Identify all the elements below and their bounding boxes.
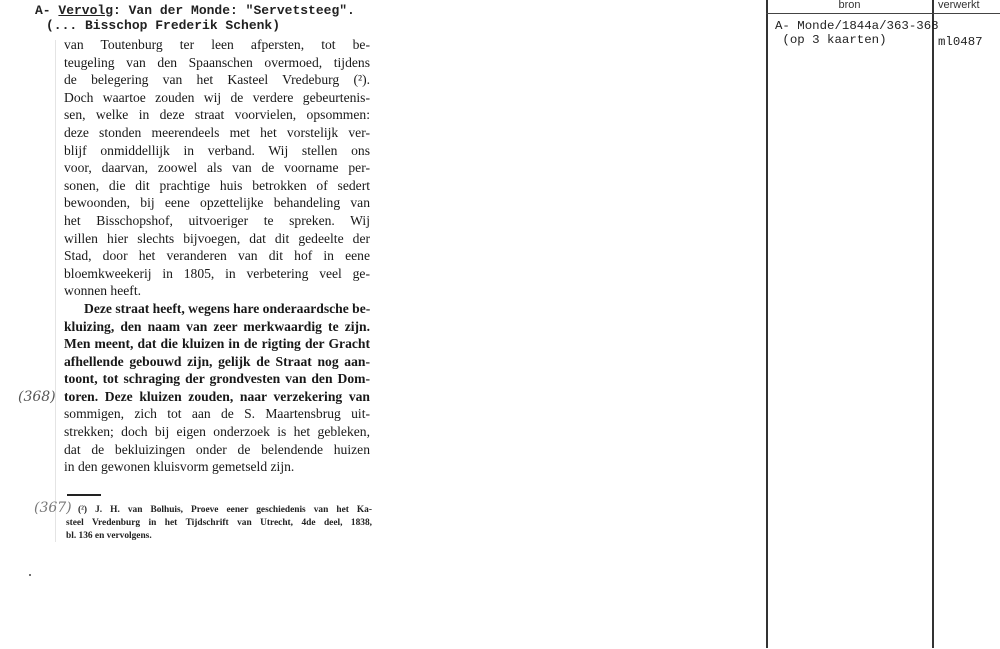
footnote-line: steel Vredenburg in het Tijdschrift van Utrecht, 4de deel, 1838, xyxy=(66,518,372,528)
body-line: willen hier slechts bijvoegen, dat dit gedeelte der xyxy=(64,230,370,246)
footnote xyxy=(66,504,372,543)
card-column-verwerkt: verwerkt xyxy=(938,0,980,11)
body-line: afhellende gebouwd zijn, gelijk de Straat nog aan- xyxy=(64,353,370,369)
typed-header xyxy=(35,3,355,33)
body-line: bewoonden, bij eene opzettelijke behandeling van xyxy=(64,195,370,211)
header-title-row xyxy=(35,3,355,18)
body-line: in den gewonen kluisvorm gemetseld zijn. xyxy=(64,459,295,475)
card-verwerkt-value: ml0487 xyxy=(938,35,983,49)
header-prefix: A- xyxy=(35,3,59,18)
body-line: sonen, die dit prachtige huis betrokken of sedert xyxy=(64,177,370,193)
body-line: toren. Deze kluizen zouden, naar verzekering van xyxy=(64,388,370,404)
body-line: Deze straat heeft, wegens hare onderaardsche be- xyxy=(84,300,371,316)
body-line: deze stonden meerendeels met het vorstelijk ver- xyxy=(64,124,370,140)
margin-note-page-367: (367) xyxy=(34,500,72,516)
card-bron-value: A- Monde/1844a/363-368 (op 3 kaarten) xyxy=(775,19,939,47)
body-line: van Toutenburg ter leen afpersten, tot be- xyxy=(64,37,370,52)
body-line: Doch waartoe zouden wij de verdere gebeurtenis- xyxy=(64,89,370,105)
body-line: de belegering van het Kasteel Vredeburg (²). xyxy=(64,72,370,88)
header-title: : Van der Monde: "Servetsteeg". xyxy=(113,3,355,18)
body-line: het Bisschopshof, uitvoeriger te spreken. Wij xyxy=(64,212,370,228)
body-line: Men meent, dat die kluizen in de rigting der Gracht xyxy=(64,336,370,352)
body-line: wonnen heeft. xyxy=(64,283,142,299)
card-header-rule xyxy=(766,13,1000,14)
footnote-line: bl. 136 en vervolgens. xyxy=(66,531,152,541)
footnote-rule xyxy=(67,494,101,496)
page-edge-rule xyxy=(55,40,56,542)
stray-dot xyxy=(29,574,31,576)
body-line: Stad, door het veranderen van dit hof in eene xyxy=(64,248,370,264)
body-line: dat de bekluizingen onder de belendende huizen xyxy=(64,441,370,457)
margin-note-page-368: (368) xyxy=(18,389,56,405)
header-vervolg: Vervolg xyxy=(58,3,114,18)
body-line: sommigen, zich tot aan de S. Maartensbrug uit- xyxy=(64,406,370,422)
header-subtitle: (... Bisschop Frederik Schenk) xyxy=(46,18,281,33)
body-line: strekken; doch bij eigen onderzoek is het gebleken, xyxy=(64,424,370,440)
body-text xyxy=(64,36,370,476)
footnote-line: (²) J. H. van Bolhuis, Proeve eener geschiedenis van het Ka- xyxy=(78,505,372,515)
card-column-line-right xyxy=(932,0,934,648)
body-line: teugeling van den Spaanschen overmoed, tijdens xyxy=(64,54,370,70)
card-column-line-left xyxy=(766,0,768,648)
body-line: blijf onmiddellijk in verband. Wij stellen ons xyxy=(64,142,370,158)
body-line: kluizing, den naam van zeer merkwaardig te zijn. xyxy=(64,318,370,334)
body-line: bloemkweekerij in 1805, in verbetering veel ge- xyxy=(64,265,370,281)
card-column-bron: bron xyxy=(838,0,861,11)
body-line: sen, welke in deze straat voorvielen, opsommen: xyxy=(64,107,370,123)
body-line: voor, daarvan, zoowel als van de voorname per- xyxy=(64,160,370,176)
body-line: toont, tot schraging der grondvesten van den Dom- xyxy=(64,371,370,387)
